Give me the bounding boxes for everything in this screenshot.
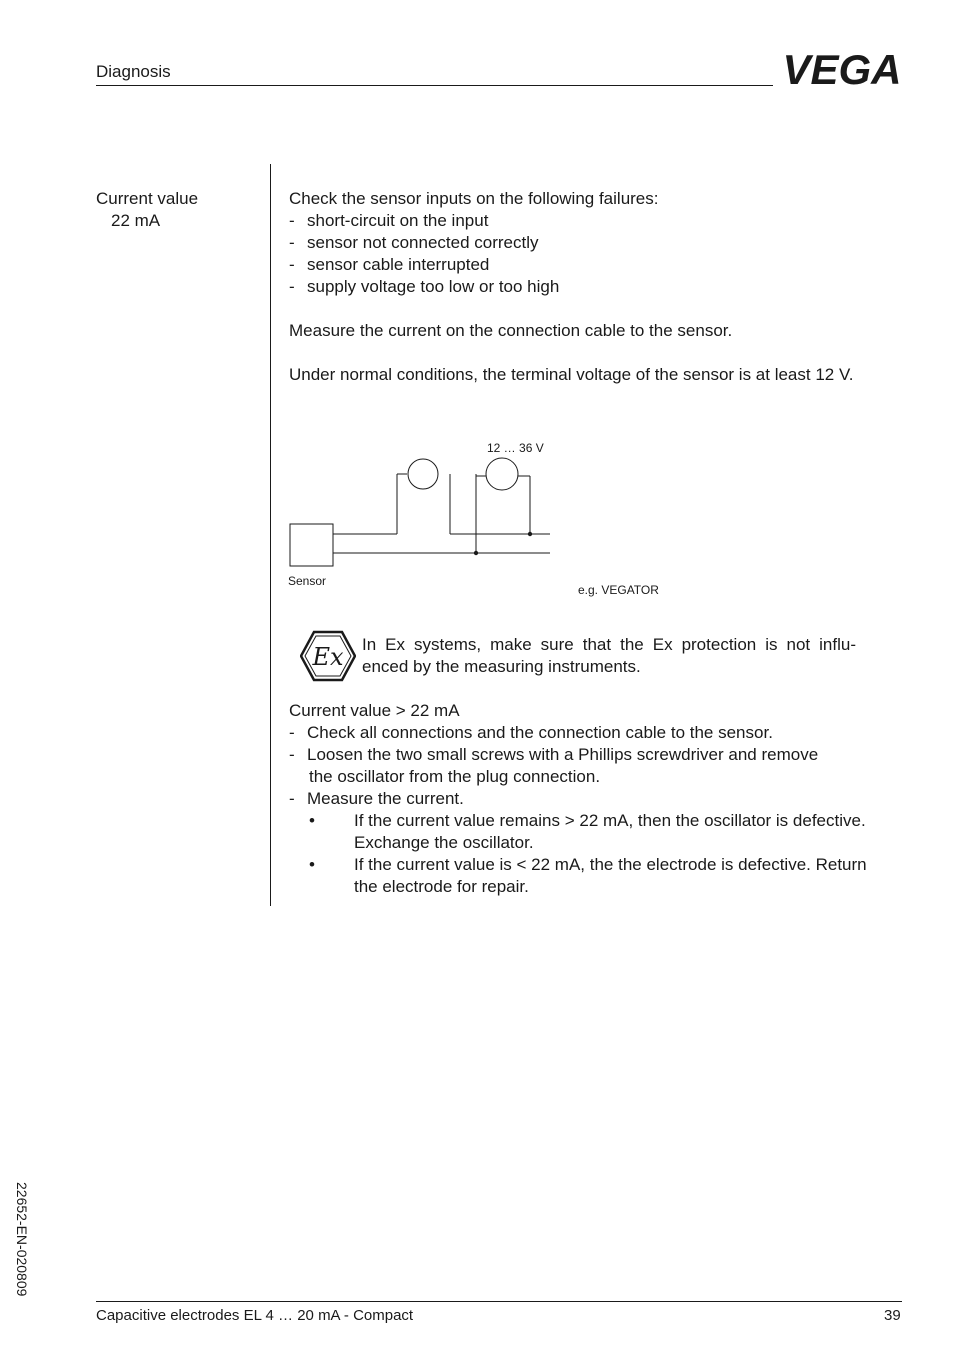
document-code: 22652-EN-020809 xyxy=(14,1182,30,1297)
checks-intro: Check the sensor inputs on the following failures: xyxy=(289,189,659,208)
footer-divider xyxy=(96,1301,902,1302)
junction-dot xyxy=(474,551,478,555)
bullet-item: • If the current value is < 22 mA, the the electrode is defective. Return the electrode for repair. xyxy=(309,855,867,896)
side-label-line1: Current value xyxy=(96,189,199,208)
list-item: - short-circuit on the input xyxy=(289,211,489,230)
supply-circle xyxy=(486,458,518,490)
bullet-item: • If the current value remains > 22 mA, then the oscillator is defective. Exchange the oscillator. xyxy=(309,811,866,852)
list-item: - supply voltage too low or too high xyxy=(289,277,560,296)
list-item: - sensor cable interrupted xyxy=(289,255,490,274)
over-current-heading: Current value > 22 mA xyxy=(289,701,460,720)
ex-protection-icon xyxy=(300,630,356,682)
device-label: e.g. VEGATOR xyxy=(578,583,659,597)
footer-doc-title: Capacitive electrodes EL 4 … 20 mA - Compact xyxy=(96,1307,414,1324)
checks-block xyxy=(289,188,879,386)
svg-text:Ex: Ex xyxy=(312,643,344,671)
sensor-label: Sensor xyxy=(288,574,327,588)
page-number: 39 xyxy=(884,1307,901,1324)
normal-conditions-text: Under normal conditions, the terminal voltage of the sensor is at least 12 V. xyxy=(289,365,854,384)
list-item-continuation: the oscillator from the plug connection. xyxy=(309,767,601,786)
wiring-diagram xyxy=(280,436,680,606)
junction-dot xyxy=(528,532,532,536)
vega-logo xyxy=(782,50,902,88)
sensor-box xyxy=(290,524,333,566)
column-divider xyxy=(270,164,271,906)
voltage-label: 12 … 36 V xyxy=(487,441,544,455)
list-item: - Check all connections and the connection cable to the sensor. xyxy=(289,723,773,742)
ammeter-circle xyxy=(408,459,438,489)
side-label-line2: 22 mA xyxy=(111,211,161,230)
list-item: - Loosen the two small screws with a Phillips screwdriver and remove xyxy=(289,745,819,764)
ex-note-text: In Ex systems, make sure that the Ex protection is not influ- enced by the measuring instruments. xyxy=(362,635,856,676)
list-item: - Measure the current. xyxy=(289,789,464,808)
header-divider xyxy=(96,85,773,86)
list-item: - sensor not connected correctly xyxy=(289,233,539,252)
over-current-block xyxy=(289,700,879,898)
measure-text: Measure the current on the connection cable to the sensor. xyxy=(289,321,733,340)
logo-text: VEGA xyxy=(782,50,902,88)
side-label xyxy=(96,188,198,232)
section-title: Diagnosis xyxy=(96,62,171,81)
